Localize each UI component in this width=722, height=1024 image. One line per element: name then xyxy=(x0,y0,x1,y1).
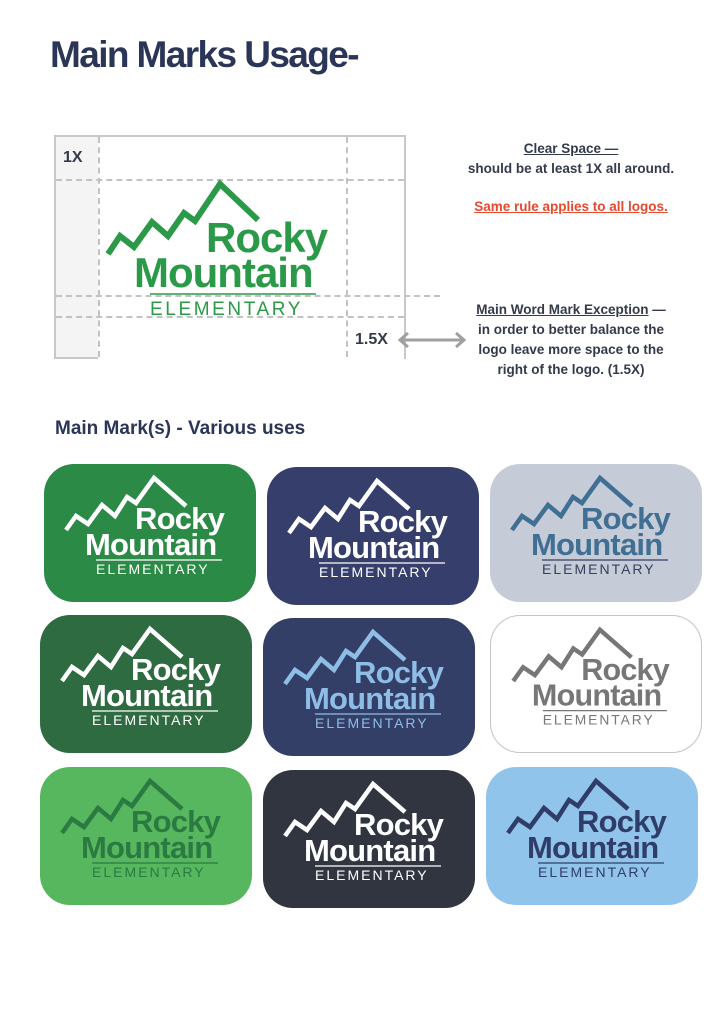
logo-variant-tile xyxy=(263,618,475,756)
logo-variant xyxy=(267,467,479,605)
clear-space-1-5x-label: 1.5X xyxy=(355,331,388,348)
logo-word-mountain: Mountain xyxy=(81,678,213,713)
clear-space-1x-label: 1X xyxy=(63,149,83,166)
exception-line-4: right of the logo. (1.5X) xyxy=(497,362,645,377)
logo-variant-tile xyxy=(490,464,702,602)
logo-word-elementary: ELEMENTARY xyxy=(538,864,652,880)
exception-dash: — xyxy=(648,302,666,317)
logo-word-mountain: Mountain xyxy=(527,830,659,865)
exception-heading: Main Word Mark Exception xyxy=(476,302,649,317)
logo-variant-tile xyxy=(490,615,702,753)
logo-word-rocky: Rocky xyxy=(577,804,667,839)
logo-word-elementary: ELEMENTARY xyxy=(319,564,433,580)
logo-word-rocky: Rocky xyxy=(354,807,444,842)
logo-word-elementary: ELEMENTARY xyxy=(150,299,304,320)
logo-word-mountain: Mountain xyxy=(308,530,440,565)
clear-space-diagram xyxy=(54,135,406,359)
logo-word-rocky: Rocky xyxy=(358,504,448,539)
logo-word-rocky: Rocky xyxy=(581,653,669,688)
clear-space-body: should be at least 1X all around. xyxy=(467,161,675,176)
logo-word-elementary: ELEMENTARY xyxy=(96,561,210,577)
logo-word-rocky: Rocky xyxy=(354,655,444,690)
logo-word-mountain: Mountain xyxy=(304,681,436,716)
exception-line-2: in order to better balance the xyxy=(477,322,665,337)
exception-line-3: logo leave more space to the xyxy=(478,342,664,357)
logo-variant-tile xyxy=(263,770,475,908)
logo-variant xyxy=(486,767,698,905)
logo-word-mountain: Mountain xyxy=(134,249,313,296)
logo-variant xyxy=(490,464,702,602)
clear-space-note xyxy=(440,139,702,217)
logo-word-mountain: Mountain xyxy=(304,833,436,868)
logo-variant-tile xyxy=(44,464,256,602)
logo-variant xyxy=(263,618,475,756)
clear-space-rule: Same rule applies to all logos. xyxy=(474,199,668,214)
logo-word-rocky: Rocky xyxy=(135,501,225,536)
section-title: Main Mark(s) - Various uses xyxy=(55,418,306,439)
page-title: Main Marks Usage- xyxy=(50,34,358,75)
logo-word-rocky: Rocky xyxy=(131,652,221,687)
logo-word-mountain: Mountain xyxy=(531,527,663,562)
logo-variant xyxy=(44,464,256,602)
exception-note xyxy=(440,300,702,380)
logo-word-elementary: ELEMENTARY xyxy=(542,712,655,728)
logo-variant-tile xyxy=(267,467,479,605)
logo-word-elementary: ELEMENTARY xyxy=(92,712,206,728)
logo-word-elementary: ELEMENTARY xyxy=(92,864,206,880)
logo-word-mountain: Mountain xyxy=(531,678,662,713)
logo-word-mountain: Mountain xyxy=(81,830,213,865)
logo-word-mountain: Mountain xyxy=(85,527,217,562)
logo-word-elementary: ELEMENTARY xyxy=(315,715,429,731)
logo-word-rocky: Rocky xyxy=(131,804,221,839)
logo-word-elementary: ELEMENTARY xyxy=(315,867,429,883)
logo-variant-tile xyxy=(486,767,698,905)
logo-variant-tile xyxy=(40,615,252,753)
logo-word-rocky: Rocky xyxy=(206,214,328,261)
logo-word-rocky: Rocky xyxy=(581,501,671,536)
logo-variant xyxy=(40,767,252,905)
main-logo xyxy=(54,135,406,359)
logo-variant-tile xyxy=(40,767,252,905)
logo-word-elementary: ELEMENTARY xyxy=(542,561,656,577)
logo-variant xyxy=(40,615,252,753)
logo-variant xyxy=(263,770,475,908)
clear-space-heading: Clear Space — xyxy=(523,141,619,156)
logo-variant xyxy=(491,616,701,752)
